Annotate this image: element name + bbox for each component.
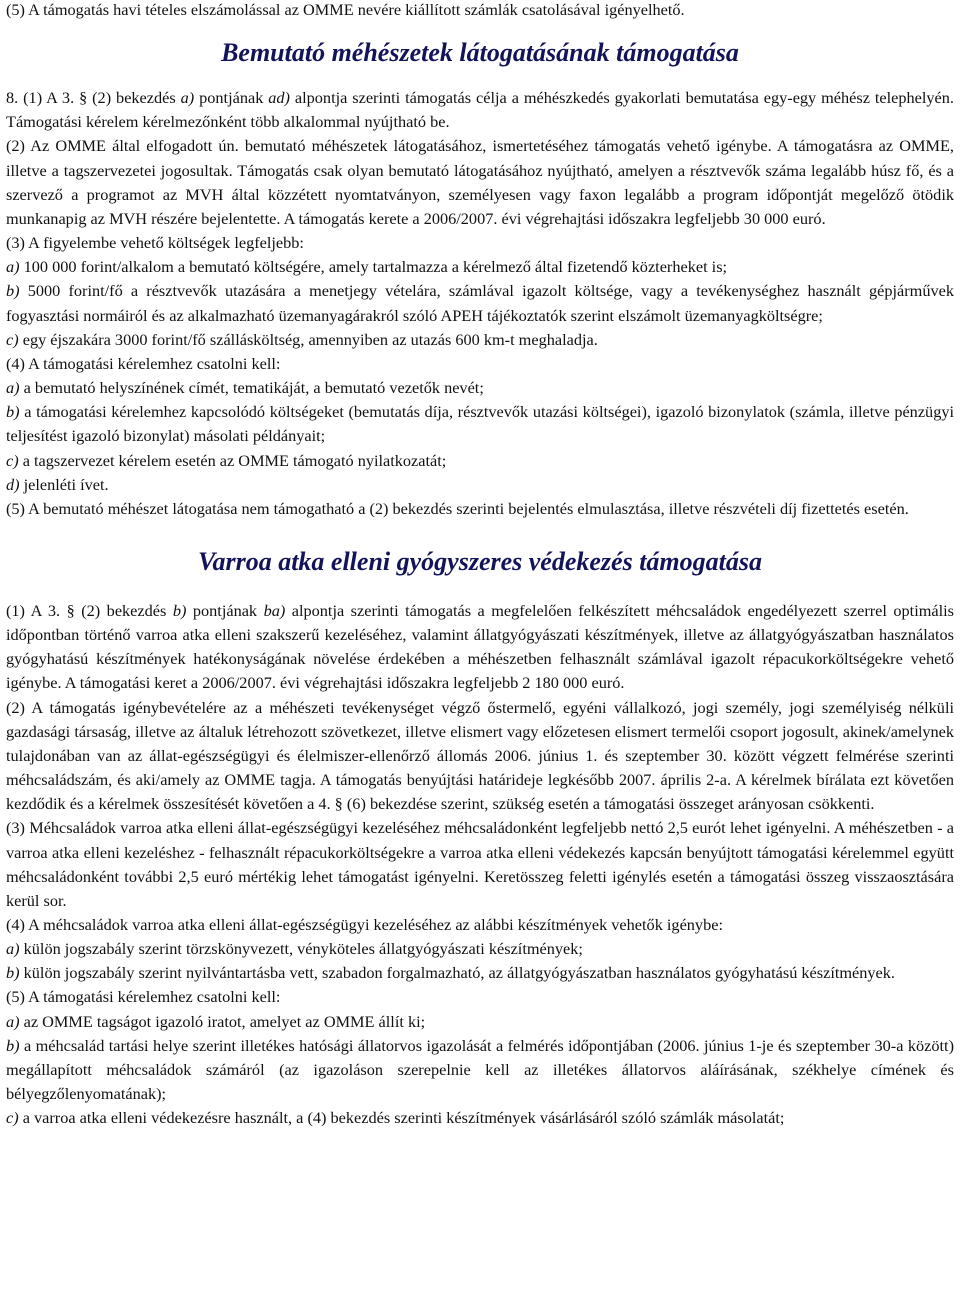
paragraph-s1-5: (5) A bemutató méhészet látogatása nem támogatható a (2) bekezdés szerinti bejelentés elmulasztása, illetve részvételi díj fizettetés esetén. bbox=[6, 498, 909, 518]
text-run: 8. (1) A 3. § (2) bekezdés bbox=[6, 88, 181, 108]
item-label: b) bbox=[6, 402, 20, 422]
section-title-varroa-treatment: Varroa atka elleni gyógyszeres védekezés támogatása bbox=[198, 546, 762, 576]
item-label: a) bbox=[6, 939, 20, 959]
paragraph-s1-3: (3) A figyelembe vehető költségek legfeljebb: bbox=[6, 233, 304, 253]
paragraph-s2-2: (2) A támogatás igénybevételére az a méhészeti tevékenységet végző őstermelő, egyéni vállalkozó, jogi személy, jogi személyiség nélküli gazdasági társaság, illetve az általuk létrehozott szövetkezet, illetve elismert vagy előzetesen elismert termelői csoport jogosult, akinek/amelynek tulajdonában van az állat-egészségügyi és élelmiszer-ellenőrző állomás 2006. június 1. és szeptember 30. között végzett felmérése szerinti méhcsaládszám, és aki/amely az OMME tagja. A támogatás benyújtási határideje legkésőbb 2007. április 2-a. A kérelmek bírálata ezt követően kezdődik és a kérelmek összesítését követően a 4. § (6) bekezdése szerint, szükség esetén a támogatási összeget arányosan csökkenti. bbox=[6, 697, 954, 814]
item-label: a) bbox=[6, 1011, 20, 1031]
list-item-s1-4d bbox=[6, 473, 954, 497]
item-text: a tagszervezet kérelem esetén az OMME támogató nyilatkozatát; bbox=[18, 450, 447, 470]
section-title-demo-apiaries: Bemutató méhészetek látogatásának támogatása bbox=[221, 38, 739, 68]
list-item-s2-5a bbox=[6, 1010, 954, 1034]
list-item-s2-5b bbox=[6, 1034, 954, 1106]
item-label: a) bbox=[6, 257, 20, 277]
paragraph-s1-2: (2) Az OMME által elfogadott ún. bemutató méhészetek látogatásához, ismertetéséhez támogatás vehető igénybe. A támogatásra az OMME, illetve a tagszervezetei jogosultak. Támogatás csak olyan bemutató látogatásához nyújtható, amelyen a résztvevők száma legalább húsz fő, és a szervező a programot az MVH által közzétett nyomtatványon, személyesen vagy faxon legalább a program időpontját megelőző ötödik munkanapig az MVH részére bejelentette. A támogatás kerete a 2006/2007. évi végrehajtási időszakra legfeljebb 30 000 euró. bbox=[6, 136, 954, 228]
subpoint-label: ad) bbox=[268, 88, 290, 108]
item-text: külön jogszabály szerint törzskönyvezett, vényköteles állatgyógyászati készítmények; bbox=[19, 939, 583, 959]
list-item-s1-3a bbox=[6, 255, 954, 279]
point-label: b) bbox=[172, 600, 187, 620]
list-item-s2-5c bbox=[6, 1106, 954, 1130]
point-label: a) bbox=[180, 88, 195, 108]
text-run: alpontja szerinti támogatás a megfelelően felkészített méhcsaládok engedélyezett szerrel optimális időpontban történő varroa atka elleni szakszerű kezeléséhez, valamint állatgyógyászati készítmények, illetve az állatgyógyászatban használatos gyógyhatású készítmények hatékonyságának növelése érdekében a méhészetben felhasznált számlával igazolt répacukorköltségekre vehető igénybe. A támogatási keret a 2006/2007. évi végrehajtási időszakra legfeljebb 2 180 000 euró. bbox=[6, 600, 955, 693]
text-run: (1) A 3. § (2) bekezdés bbox=[6, 600, 173, 620]
paragraph-s2-5: (5) A támogatási kérelemhez csatolni kell: bbox=[6, 987, 281, 1007]
list-item-s1-4a bbox=[6, 376, 954, 400]
item-label: c) bbox=[6, 329, 19, 349]
list-item-s1-4b bbox=[6, 400, 954, 448]
text-run: pontjának bbox=[186, 600, 264, 620]
item-text: jelenléti ívet. bbox=[19, 474, 109, 494]
list-item-s1-4c bbox=[6, 449, 954, 473]
item-text: 5000 forint/fő a résztvevők utazására a menetjegy vételára, számlával igazolt költsége, vagy a tevékenységhez használt gépjárművek fogyasztási normáiról és az alkalmazható üzemanyagárakról szóló APEH tájékoztatók szerint elszámolt üzemanyagköltségre; bbox=[6, 281, 954, 325]
paragraph-s2-4: (4) A méhcsaládok varroa atka elleni állat-egészségügyi kezeléséhez az alábbi készítmények vehetők igénybe: bbox=[6, 915, 723, 934]
item-label: b) bbox=[6, 281, 20, 301]
paragraph-s1-1 bbox=[6, 86, 954, 134]
item-text: a támogatási kérelemhez kapcsolódó költségeket (bemutatás díja, résztvevők utazási költségei), igazoló bizonylatok (számla, illetve pénzügyi teljesítést igazoló bizonylat) másolati példányait; bbox=[6, 402, 954, 446]
paragraph-s2-3: (3) Méhcsaládok varroa atka elleni állat-egészségügyi kezeléséhez méhcsaládonként legfeljebb nettó 2,5 eurót lehet igényelni. A méhészetben - a varroa atka elleni kezeléshez - felhasznált répacukorköltségekre a varroa atka elleni védekezés kapcsán benyújtott támogatási kérelemmel együtt méhcsaládonként további 2,5 euró mértékig lehet támogatást igényelni. Keretösszeg feletti igénylés esetén a támogatási összeg visszaosztására kerül sor. bbox=[6, 818, 954, 910]
list-item-s1-3b bbox=[6, 279, 954, 327]
list-item-s2-4a bbox=[6, 937, 954, 961]
item-label: b) bbox=[6, 963, 20, 983]
list-item-s1-3c bbox=[6, 328, 954, 352]
item-text: 100 000 forint/alkalom a bemutató költségére, amely tartalmazza a kérelmező által fizetendő közterheket is; bbox=[19, 257, 728, 277]
subpoint-label: ba) bbox=[263, 600, 286, 620]
text-run: pontjának bbox=[194, 88, 269, 108]
item-text: egy éjszakára 3000 forint/fő szállásköltség, amennyiben az utazás 600 km-t meghaladja. bbox=[18, 329, 598, 349]
item-label: d) bbox=[6, 474, 20, 494]
item-label: c) bbox=[6, 450, 19, 470]
item-text: az OMME tagságot igazoló iratot, amelyet az OMME állít ki; bbox=[19, 1011, 426, 1031]
paragraph-s1-4: (4) A támogatási kérelemhez csatolni kell: bbox=[6, 353, 281, 373]
item-text: a méhcsalád tartási helye szerint illetékes hatósági állatorvos igazolását a felmérés időpontjában (2006. június 1-je és szeptember 30-a között) megállapított méhcsaládok számáról (az igazoláson szerepelnie kell az illetékes állatorvos aláírásának, székhelye címének és bélyegzőlenyomatának); bbox=[6, 1035, 954, 1104]
paragraph-s2-1 bbox=[6, 599, 954, 696]
text-run: alpontja szerinti támogatás célja a méhészkedés gyakorlati bemutatása egy-egy méhész telephelyén. Támogatási kérelem kérelmezőnként több alkalommal nyújtható be. bbox=[6, 88, 954, 132]
item-label: c) bbox=[6, 1108, 19, 1128]
item-text: külön jogszabály szerint nyilvántartásba vett, szabadon forgalmazható, az állatgyógyászatban használatos gyógyhatású készítmények. bbox=[19, 963, 895, 983]
item-label: b) bbox=[6, 1035, 20, 1055]
item-label: a) bbox=[6, 378, 20, 398]
item-text: a varroa atka elleni védekezésre használt, a (4) bekezdés szerinti készítmények vásárlásáról szóló számlák másolatát; bbox=[18, 1108, 785, 1128]
paragraph-funding-settlement: (5) A támogatás havi tételes elszámolással az OMME nevére kiállított számlák csatolásával igényelhető. bbox=[6, 0, 685, 19]
list-item-s2-4b bbox=[6, 961, 954, 985]
item-text: a bemutató helyszínének címét, tematikáját, a bemutató vezetők nevét; bbox=[19, 378, 484, 398]
